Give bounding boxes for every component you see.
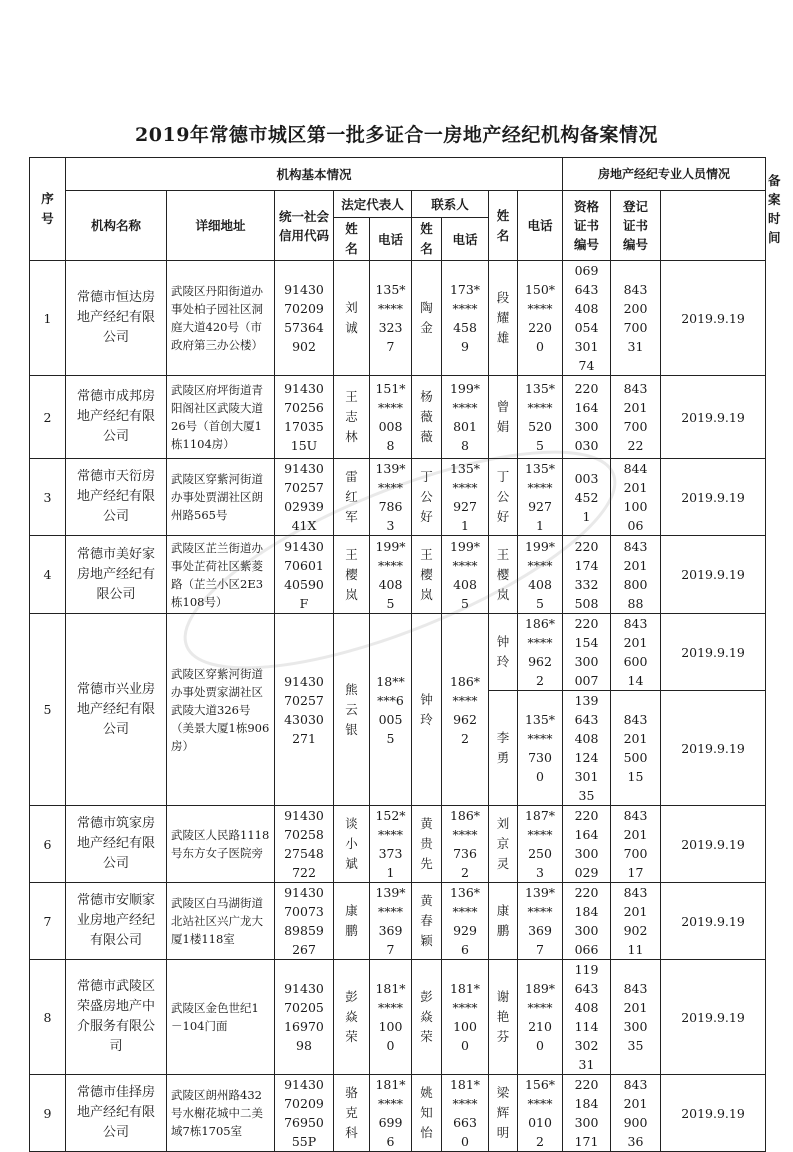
agent-reg-cert: 84320190036 (611, 1075, 661, 1152)
table-row (30, 960, 766, 1075)
contact-phone: 136*****9296 (442, 883, 489, 960)
credit-code: 91430706014059​0F (275, 536, 334, 614)
agent-qual-cert: 220164300029 (563, 806, 611, 883)
credit-code: 914307007389859267 (275, 883, 334, 960)
contact-name: 杨薇薇 (412, 376, 442, 459)
filing-date: 2019.9.19 (661, 1075, 766, 1152)
agent-name: 李勇 (489, 691, 518, 806)
legal-rep-phone: 152*****3731 (370, 806, 412, 883)
credit-code: 91430702561703515U (275, 376, 334, 459)
legal-rep-phone: 135*****3237 (370, 261, 412, 376)
agent-reg-cert: 84420110006 (611, 459, 661, 536)
filing-date: 2019.9.19 (661, 883, 766, 960)
table-row (30, 1075, 766, 1152)
credit-code: 914307025743030271 (275, 614, 334, 806)
org-address: 武陵区丹阳街道办事处柏子园社区洞庭大道420号（市政府第三办公楼） (167, 261, 275, 376)
org-name: 常德市成邦房地产经纪有限公司 (66, 376, 167, 459)
legal-rep-phone: 151*****0088 (370, 376, 412, 459)
document-title: 2019年常德市城区第一批多证合一房地产经纪机构备案情况 (135, 124, 658, 146)
header-seq: 序号 (30, 158, 66, 261)
legal-rep-name: 王志林 (334, 376, 370, 459)
header-agent-phone: 电话 (518, 191, 563, 261)
contact-name: 丁公好 (412, 459, 442, 536)
agent-reg-cert: 84320170022 (611, 376, 661, 459)
filing-date: 2019.9.19 (661, 960, 766, 1075)
table-row (30, 806, 766, 883)
filing-date: 2019.9.19 (661, 806, 766, 883)
org-name: 常德市兴业房地产经纪有限公司 (66, 614, 167, 806)
agent-name: 曾娟 (489, 376, 518, 459)
table-row (30, 614, 766, 691)
agent-qual-cert: 220184300171 (563, 1075, 611, 1152)
filing-date: 2019.9.19 (661, 459, 766, 536)
agent-reg-cert: 84320190211 (611, 883, 661, 960)
legal-rep-name: 王樱岚 (334, 536, 370, 614)
contact-phone: 199*****8018 (442, 376, 489, 459)
agent-phone: 135*****7300 (518, 691, 563, 806)
org-address: 武陵区芷兰街道办事处芷荷社区紫菱路（芷兰小区2E3栋108号） (167, 536, 275, 614)
agent-phone: 199*****4085 (518, 536, 563, 614)
agent-qual-cert: 220174332508 (563, 536, 611, 614)
filing-date: 2019.9.19 (661, 376, 766, 459)
agent-qual-cert: 220164300030 (563, 376, 611, 459)
agent-name: 钟玲 (489, 614, 518, 691)
legal-rep-phone: 199*****4085 (370, 536, 412, 614)
header-contact-name: 姓名 (412, 218, 442, 261)
org-address: 武陵区穿紫河街道办事处贾家湖社区武陵大道326号（美景大厦1栋906房） (167, 614, 275, 806)
table-row (30, 883, 766, 960)
header-address: 详细地址 (167, 191, 275, 261)
legal-rep-phone: 139*****7863 (370, 459, 412, 536)
row-seq: 7 (30, 883, 66, 960)
table-row (30, 261, 766, 376)
legal-rep-name: 康鹏 (334, 883, 370, 960)
legal-rep-phone: 181*****6996 (370, 1075, 412, 1152)
contact-name: 钟玲 (412, 614, 442, 806)
legal-rep-name: 骆克科 (334, 1075, 370, 1152)
filing-date: 2019.9.19 (661, 261, 766, 376)
org-address: 武陵区府坪街道青阳阁社区武陵大道26号（首创大厦1栋1104房） (167, 376, 275, 459)
agent-reg-cert: 84320160014 (611, 614, 661, 691)
org-address: 武陵区朗州路432号水榭花城中二美域7栋1705室 (167, 1075, 275, 1152)
contact-phone: 181*****6630 (442, 1075, 489, 1152)
table-row (30, 459, 766, 536)
org-address: 武陵区白马湖街道北站社区兴广龙大厦1楼118室 (167, 883, 275, 960)
org-name: 常德市筑家房地产经纪有限公司 (66, 806, 167, 883)
contact-phone: 135*****9271 (442, 459, 489, 536)
agent-phone: 139*****3697 (518, 883, 563, 960)
org-name: 常德市佳择房地产经纪有限公司 (66, 1075, 167, 1152)
filing-date: 2019.9.19 (661, 691, 766, 806)
header-contact-phone: 电话 (442, 218, 489, 261)
agent-name: 谢艳芬 (489, 960, 518, 1075)
filing-date: 2019.9.19 (661, 536, 766, 614)
org-address: 武陵区穿紫河街道办事处贾湖社区朗州路565号 (167, 459, 275, 536)
contact-phone: 186*****7362 (442, 806, 489, 883)
credit-code: 91430702570293941X (275, 459, 334, 536)
header-reg-cert: 登记证书编号 (611, 191, 661, 261)
header-rep-phone: 电话 (370, 218, 412, 261)
agent-qual-cert: 220154300007 (563, 614, 611, 691)
agent-name: 梁辉明 (489, 1075, 518, 1152)
legal-rep-phone: 181*****1000 (370, 960, 412, 1075)
contact-name: 黄春颖 (412, 883, 442, 960)
agent-reg-cert: 84320150015 (611, 691, 661, 806)
agent-phone: 135*****9271 (518, 459, 563, 536)
header-org-name: 机构名称 (66, 191, 167, 261)
header-legal-rep: 法定代表人 (334, 191, 412, 218)
contact-name: 姚知怡 (412, 1075, 442, 1152)
agent-qual-cert: 220184300066 (563, 883, 611, 960)
row-seq: 5 (30, 614, 66, 806)
agent-phone: 187*****2503 (518, 806, 563, 883)
contact-name: 王樱岚 (412, 536, 442, 614)
row-seq: 8 (30, 960, 66, 1075)
contact-phone: 181*****1000 (442, 960, 489, 1075)
agent-qual-cert: 06964340805430174 (563, 261, 611, 376)
row-seq: 4 (30, 536, 66, 614)
header-rep-name: 姓名 (334, 218, 370, 261)
header-org-basic: 机构基本情况 (66, 158, 563, 191)
row-seq: 1 (30, 261, 66, 376)
org-name: 常德市安顺家业房地产经纪有限公司 (66, 883, 167, 960)
row-seq: 6 (30, 806, 66, 883)
agent-phone: 135*****5205 (518, 376, 563, 459)
agent-name: 王樱岚 (489, 536, 518, 614)
org-address: 武陵区人民路1118号东方女子医院旁 (167, 806, 275, 883)
header-credit-code: 统一社会信用代码 (275, 191, 334, 261)
header-contact: 联系人 (412, 191, 489, 218)
legal-rep-phone: 139*****3697 (370, 883, 412, 960)
credit-code: 914307025827548722 (275, 806, 334, 883)
agent-name: 刘京灵 (489, 806, 518, 883)
org-name: 常德市天衍房地产经纪有限公司 (66, 459, 167, 536)
row-seq: 2 (30, 376, 66, 459)
legal-rep-name: 雷红军 (334, 459, 370, 536)
filing-date: 2019.9.19 (661, 614, 766, 691)
agent-reg-cert: 84320070031 (611, 261, 661, 376)
agent-phone: 189*****2100 (518, 960, 563, 1075)
table-row (30, 536, 766, 614)
row-seq: 3 (30, 459, 66, 536)
org-name: 常德市美好家房地产经纪有限公司 (66, 536, 167, 614)
contact-name: 黄贵先 (412, 806, 442, 883)
agent-qual-cert: 13964340812430135 (563, 691, 611, 806)
contact-name: 彭焱荣 (412, 960, 442, 1075)
credit-code: 914307020957364902 (275, 261, 334, 376)
contact-name: 陶金 (412, 261, 442, 376)
legal-rep-name: 刘诚 (334, 261, 370, 376)
legal-rep-name: 熊云银 (334, 614, 370, 806)
agent-phone: 150*****2200 (518, 261, 563, 376)
registration-table: 序号 机构基本情况 房地产经纪专业人员情况 备案时间 机构名称 详细地址 统一社会信用代码 法定代表人 联系人 姓名 电话 资格证书编号 登记证书编号 姓名 电话 姓名 电话 1 常德市恒达房地产经纪有限公司 武陵区丹阳街道办事处柏子园社区洞庭大道420号（市政府第三办公楼） 914307020957364902 刘诚 135*****3237 陶金 173*****4589 段耀雄 150*****2200 06964340805430174 84320070031 2019.9.19 2 常德市成邦房地产经纪有限公司 武陵区府坪街道青阳阁社区武陵大道26号（首创大厦1栋1104房） 91430702561703515U 王志林 151*****0088 杨薇薇 199*****8018 曾娟 135*****5205 220164300030 84320170022 2019.9.19 3 常德市天衍房地产经纪有限公司 武陵区穿紫河街道办事处贾湖社区朗州路565号 91430702570293941X 雷红军 139*****7863 丁公好 135*****9271 丁公好 135*****9271 0034521 84420110006 2019.9.19 4 常德市美好家房地产经纪有限公司 武陵区芷兰街道办事处芷荷社区紫菱路（芷兰小区2E3栋108号） 91430706014059​0F 王樱岚 199*****4085 王樱岚 199*****4085 王樱岚 199*****4085 220174332508 84320180088 2019.9.19 5 常德市兴业房地产经纪有限公司 武陵区穿紫河街道办事处贾家湖社区武陵大道326号（美景大厦1栋906房） 914307025743030271 熊云银 18*****60055 钟玲 186*****9622 钟玲 186*****9622 220154300007 84320160014 2019.9.19 李勇 135*****7300 13964340812430135 84320150015 2019.9.19 6 常德市筑家房地产经纪有限公司 武陵区人民路1118号东方女子医院旁 914307025827548722 谈小斌 152*****3731 黄贵先 186*****7362 刘京灵 187*****2503 220164300029 84320170017 2019.9.19 7 常德市安顺家业房地产经纪有限公司 武陵区白马湖街道北站社区兴广龙大厦1楼118室 914307007389859267 康鹏 139*****3697 黄春颖 136*****9296 康鹏 139*****3697 220184300066 84320190211 2019.9.19 8 常德市武陵区荣盛房地产中介服务有限公司 武陵区金色世纪1－104门面 91430702051697098 彭焱荣 181*****1000 彭焱荣 181*****1000 谢艳芬 189*****2100 11964340811430231 84320130035 2019.9.19 9 常德市佳择房地产经纪有限公司 武陵区朗州路432号水榭花城中二美域7栋1705室 91430702097695055P 骆克科 181*****6996 姚知怡 181*****6630 梁辉明 156*****0102 220184300171 84320190036 2019.9.19 (29, 157, 766, 1152)
legal-rep-name: 彭焱荣 (334, 960, 370, 1075)
org-name: 常德市武陵区荣盛房地产中介服务有限公司 (66, 960, 167, 1075)
agent-name: 段耀雄 (489, 261, 518, 376)
agent-phone: 186*****9622 (518, 614, 563, 691)
agent-name: 丁公好 (489, 459, 518, 536)
agent-reg-cert: 84320130035 (611, 960, 661, 1075)
legal-rep-name: 谈小斌 (334, 806, 370, 883)
org-name: 常德市恒达房地产经纪有限公司 (66, 261, 167, 376)
agent-reg-cert: 84320170017 (611, 806, 661, 883)
org-address: 武陵区金色世纪1－104门面 (167, 960, 275, 1075)
header-agent-name: 姓名 (489, 191, 518, 261)
header-agent-info: 房地产经纪专业人员情况 (563, 158, 766, 191)
contact-phone: 186*****9622 (442, 614, 489, 806)
header-qual-cert: 资格证书编号 (563, 191, 611, 261)
table-row (30, 376, 766, 459)
row-seq: 9 (30, 1075, 66, 1152)
credit-code: 91430702097695055P (275, 1075, 334, 1152)
legal-rep-phone: 18*****60055 (370, 614, 412, 806)
contact-phone: 199*****4085 (442, 536, 489, 614)
contact-phone: 173*****4589 (442, 261, 489, 376)
agent-qual-cert: 0034521 (563, 459, 611, 536)
agent-phone: 156*****0102 (518, 1075, 563, 1152)
credit-code: 91430702051697098 (275, 960, 334, 1075)
agent-qual-cert: 11964340811430231 (563, 960, 611, 1075)
agent-reg-cert: 84320180088 (611, 536, 661, 614)
agent-name: 康鹏 (489, 883, 518, 960)
